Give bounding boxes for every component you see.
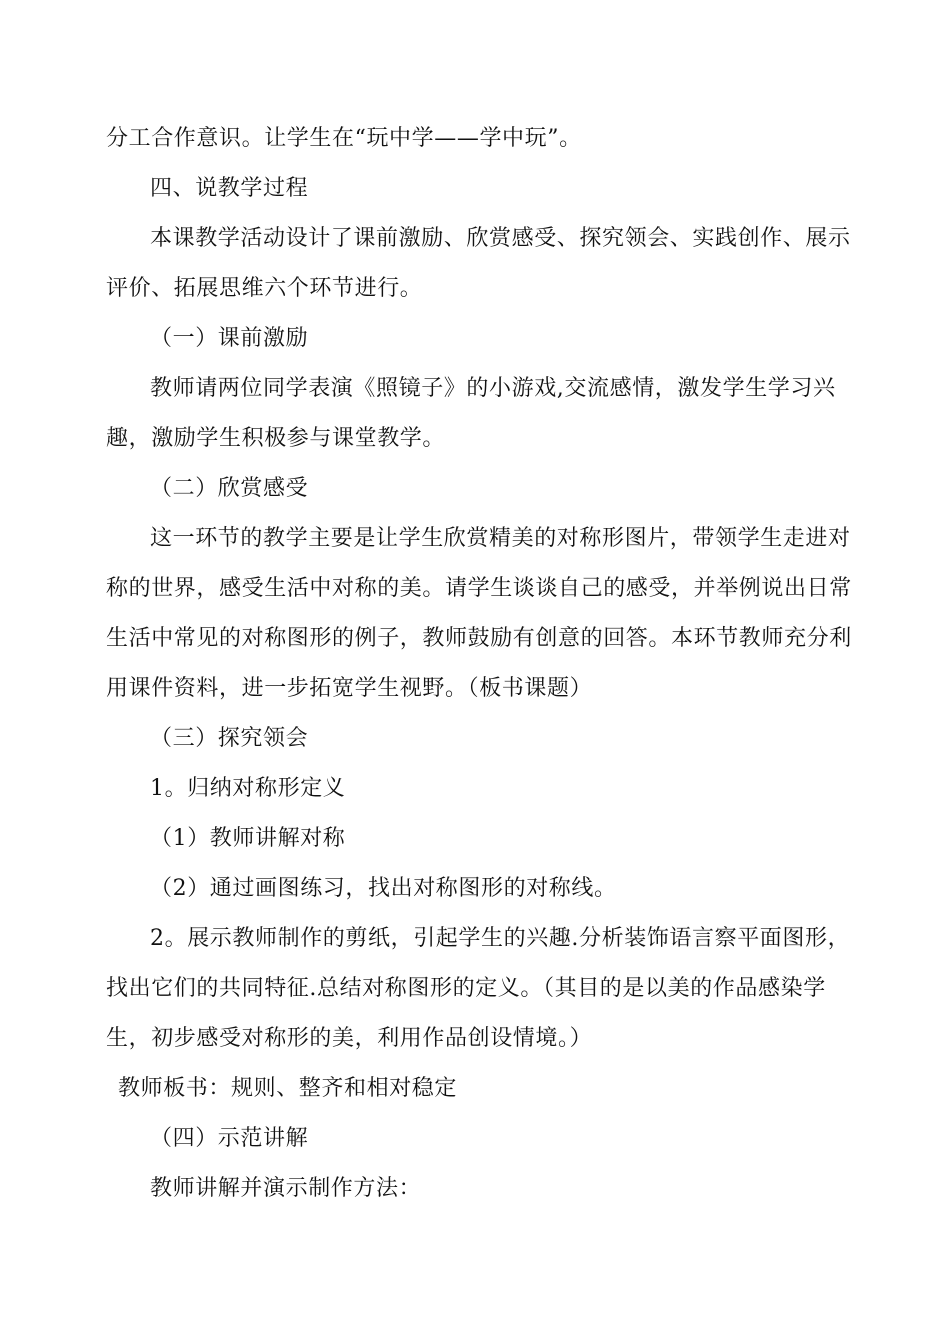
text-line: 趣，激励学生积极参与课堂教学。	[106, 426, 446, 451]
section-heading: （四）示范讲解	[150, 1126, 309, 1151]
text-line: 这一环节的教学主要是让学生欣赏精美的对称形图片，带领学生走进对	[150, 526, 851, 551]
section-heading: （二）欣赏感受	[150, 476, 309, 501]
section-heading: （一）课前激励	[150, 326, 309, 351]
text-line: 教师讲解并演示制作方法：	[150, 1176, 422, 1201]
text-line: （1）教师讲解对称	[150, 826, 346, 851]
section-heading: 四、说教学过程	[150, 176, 309, 201]
text-line: （2）通过画图练习，找出对称图形的对称线。	[150, 876, 617, 901]
text-line: 用课件资料，进一步拓宽学生视野。（板书课题）	[106, 676, 593, 701]
text-line: 生活中常见的对称图形的例子，教师鼓励有创意的回答。本环节教师充分利	[106, 626, 852, 651]
text-line: 生，初步感受对称形的美，利用作品创设情境。）	[106, 1026, 593, 1051]
text-line: 称的世界，感受生活中对称的美。请学生谈谈自己的感受，并举例说出日常	[106, 576, 852, 601]
text-line: 1。归纳对称形定义	[150, 776, 346, 801]
text-line: 分工合作意识。让学生在“玩中学——学中玩”。	[106, 126, 582, 151]
text-line: 教师板书：规则、整齐和相对稳定	[118, 1076, 458, 1101]
text-line: 找出它们的共同特征.总结对称图形的定义。（其目的是以美的作品感染学	[106, 976, 826, 1001]
text-line: 本课教学活动设计了课前激励、欣赏感受、探究领会、实践创作、展示	[150, 226, 851, 251]
text-line: 2。展示教师制作的剪纸，引起学生的兴趣.分析装饰语言察平面图形，	[150, 926, 851, 951]
section-heading: （三）探究领会	[150, 726, 309, 751]
text-line: 评价、拓展思维六个环节进行。	[106, 276, 423, 301]
text-line: 教师请两位同学表演《照镜子》的小游戏,交流感情，激发学生学习兴	[150, 376, 836, 401]
